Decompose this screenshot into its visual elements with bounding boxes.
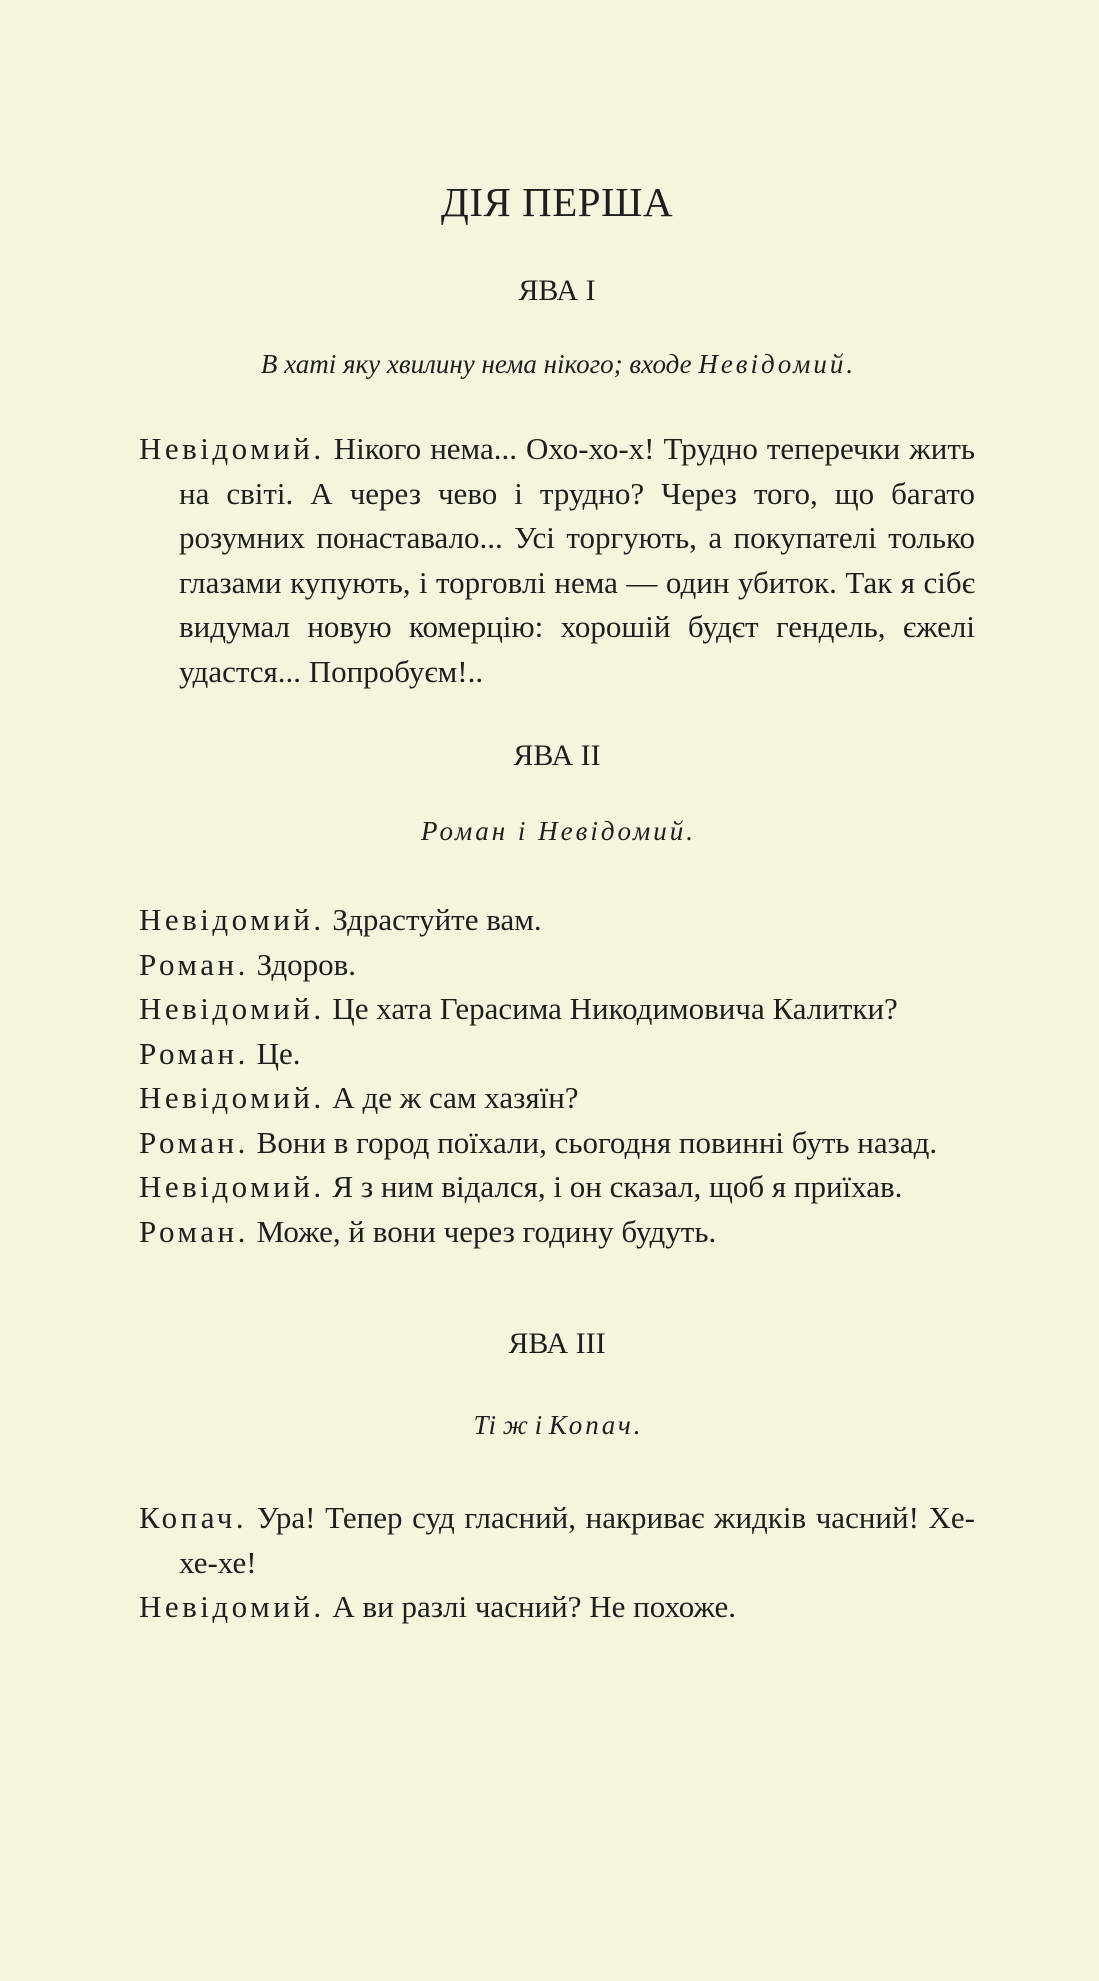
speaker-name: Копач. [139, 1500, 248, 1535]
stage-direction-name: Копач [548, 1410, 634, 1440]
dialogue-line [139, 1121, 975, 1166]
stage-direction [139, 345, 975, 383]
line-text: Я з ним відался, і он сказал, щоб я приїхав. [332, 1169, 903, 1204]
line-text: Здрастуйте вам. [332, 902, 542, 937]
line-text: А ви разлі часний? Не похоже. [332, 1589, 737, 1624]
stage-direction-name: Невідомий [698, 349, 847, 379]
stage-direction-end: . [633, 1410, 641, 1440]
dialogue-line [139, 1165, 975, 1210]
book-page [0, 176, 1099, 1981]
speaker-name: Невідомий. [139, 902, 325, 937]
speaker-name: Роман. [139, 946, 249, 982]
scene-title: ЯВА ІІІ [508, 1327, 606, 1360]
line-text: А де ж сам хазяїн? [332, 1080, 579, 1115]
act-title: ДІЯ ПЕРША [440, 179, 674, 225]
speaker-name: Невідомий. [139, 1080, 325, 1115]
dialogue-line [139, 898, 975, 943]
speaker-name: Роман. [139, 1213, 249, 1249]
dialogue-line [139, 427, 975, 694]
dialogue-line [139, 1210, 975, 1255]
dialogue-line [139, 1076, 975, 1121]
dialogue-line [139, 1032, 975, 1077]
speaker-name: Невідомий. [139, 1169, 325, 1204]
speaker-name: Невідомий. [139, 431, 325, 466]
stage-direction-end: . [686, 816, 693, 846]
line-text: Ура! Тепер суд гласний, накриває жидків часний! Хе-хе-хе! [179, 1500, 976, 1580]
dialogue-line [139, 1585, 975, 1630]
scene-title: ЯВА ІІ [513, 739, 601, 772]
dialogue-block [139, 1496, 975, 1630]
line-text: Це хата Герасима Никодимовича Калитки? [332, 991, 898, 1026]
dialogue-block [139, 898, 975, 1254]
speaker-name: Невідомий. [139, 991, 325, 1026]
speaker-name: Невідомий. [139, 1589, 325, 1624]
stage-direction [139, 1406, 975, 1444]
line-text: Вони в город поїхали, сьогодня повинні буть назад. [256, 1124, 938, 1160]
scene-title: ЯВА І [518, 274, 596, 307]
dialogue-block [139, 427, 975, 694]
stage-direction [139, 812, 975, 850]
stage-direction-text: Ті ж і [473, 1410, 549, 1440]
speaker-name: Роман. [139, 1035, 249, 1071]
stage-direction-name: Роман і Невідомий [421, 816, 687, 846]
speaker-name: Роман. [139, 1124, 249, 1160]
line-text: Може, й вони через годину будуть. [256, 1213, 717, 1249]
line-text: Здоров. [256, 946, 357, 982]
dialogue-line [139, 943, 975, 988]
stage-direction-end: . [846, 349, 854, 379]
dialogue-line [139, 1496, 975, 1585]
stage-direction-text: В хаті яку хвилину нема нікого; входе [260, 349, 699, 379]
dialogue-line [139, 987, 975, 1032]
line-text: Це. [256, 1035, 301, 1071]
line-text: Нікого нема... Охо-хо-х! Трудно теперечки жить на світі. А через чево і трудно? Через того, що багато розумних понаставало... Усі торгують, а покупателі только глазами купують, і торговлі нема — один убиток. Так я сібє видумал новую комерцію: хорошій будєт гендель, єжелі удастся... Попробуєм!.. [179, 431, 975, 689]
